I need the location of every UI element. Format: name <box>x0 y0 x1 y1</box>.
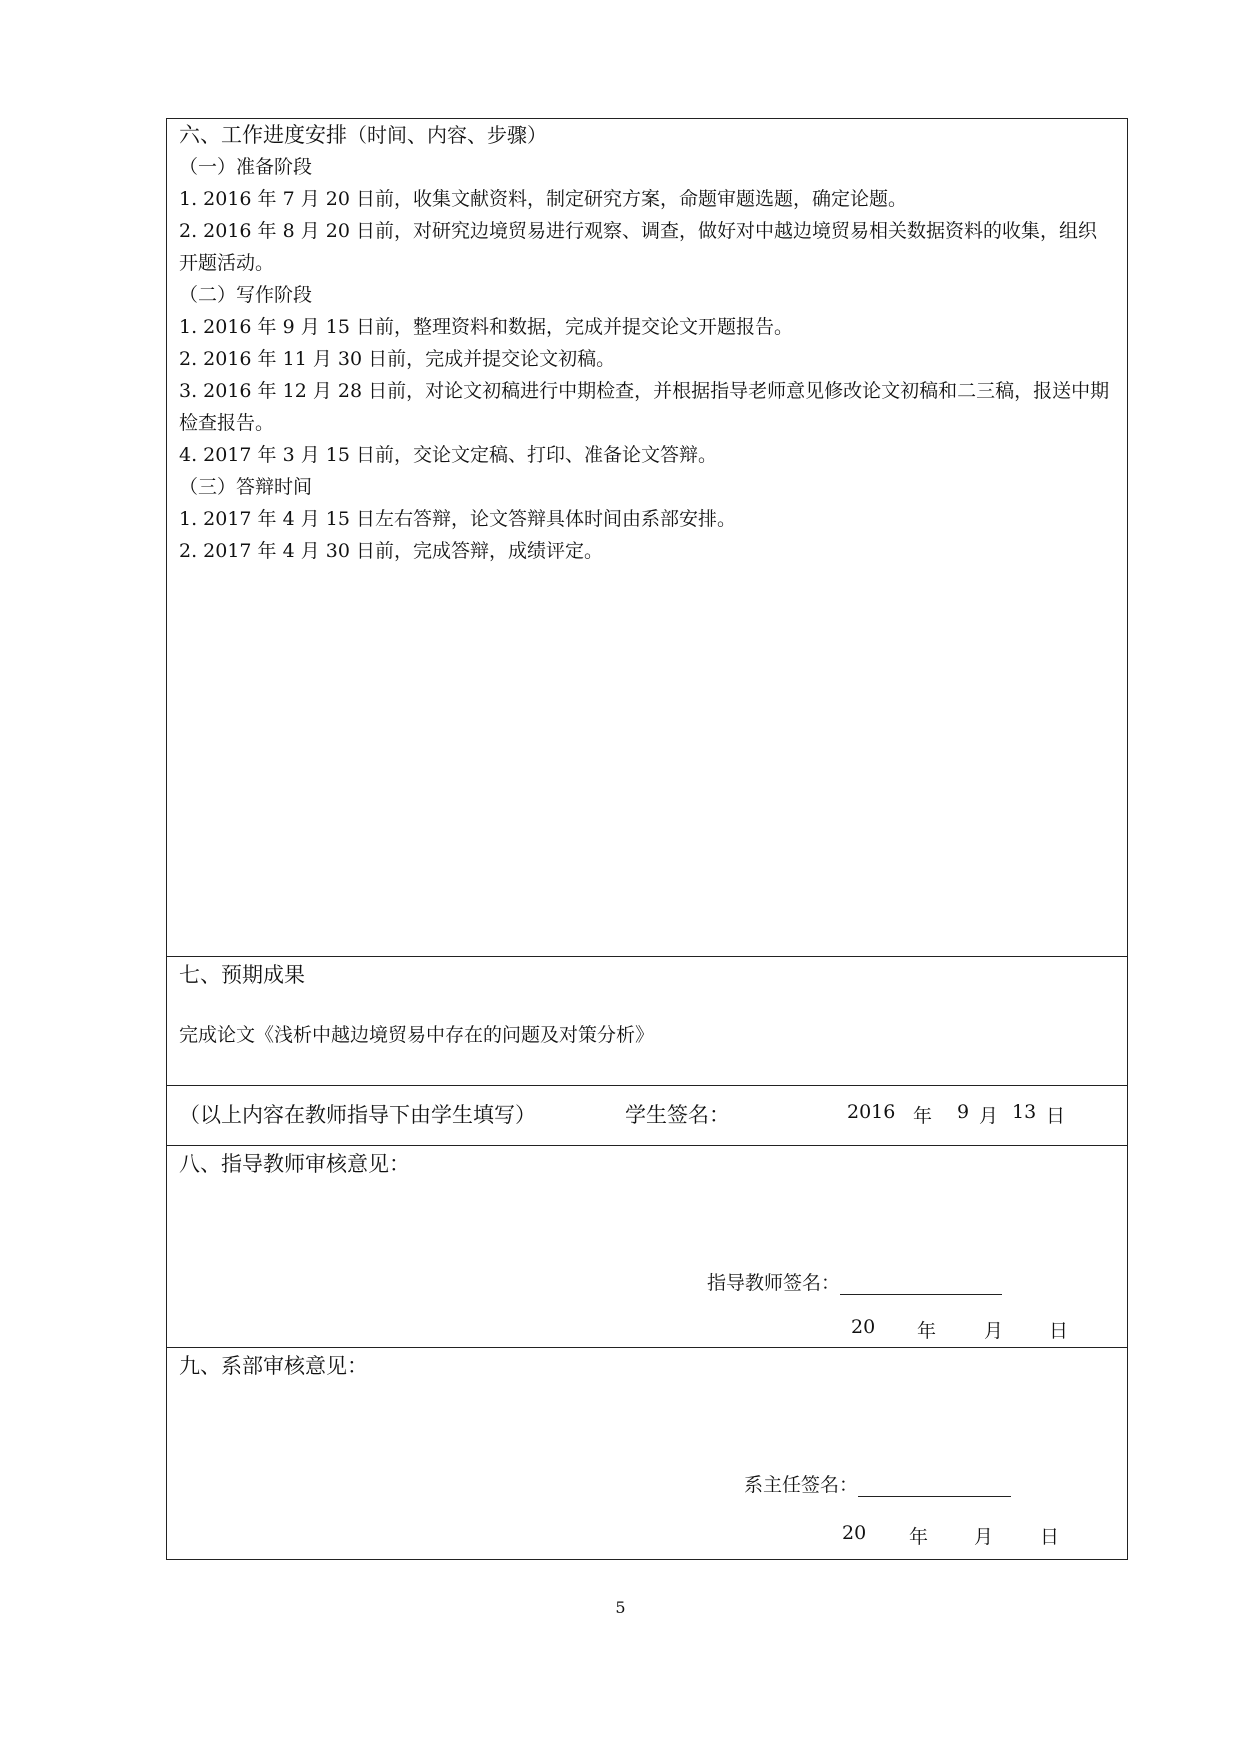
advisor-signature-line <box>840 1272 1002 1295</box>
section-6-title-note: （时间、内容、步骤） <box>347 123 547 147</box>
advisor-sign-label: 指导教师签名： <box>707 1272 841 1294</box>
student-sign-month: 9 <box>957 1101 970 1123</box>
stage-2-item-4: 4. 2017 年 3 月 15 日前，交论文定稿、打印、准备论文答辩。 <box>179 444 717 466</box>
advisor-sign-field <box>707 1268 1002 1295</box>
student-fill-note: （以上内容在教师指导下由学生填写） <box>179 1103 536 1127</box>
stage-2-item-2: 2. 2016 年 11 月 30 日前，完成并提交论文初稿。 <box>179 348 616 370</box>
department-head-signature-line <box>858 1474 1011 1497</box>
department-head-sign-field <box>744 1470 1011 1497</box>
section-7-content: 完成论文《浅析中越边境贸易中存在的问题及对策分析》 <box>179 1024 655 1046</box>
department-sign-month-unit: 月 <box>974 1526 994 1548</box>
student-sign-month-unit: 月 <box>979 1105 999 1127</box>
stage-2-item-1: 1. 2016 年 9 月 15 日前，整理资料和数据，完成并提交论文开题报告。 <box>179 316 793 338</box>
student-sign-day: 13 <box>1012 1101 1037 1123</box>
department-sign-year-unit: 年 <box>909 1526 929 1548</box>
stage-3-item-1: 1. 2017 年 4 月 15 日左右答辩，论文答辩具体时间由系部安排。 <box>179 508 736 530</box>
section-6-work-schedule <box>167 119 1127 956</box>
stage-1-heading: （一）准备阶段 <box>179 156 313 178</box>
student-sign-label: 学生签名： <box>625 1103 730 1127</box>
section-8-title: 八、指导教师审核意见： <box>179 1152 410 1176</box>
review-form-table <box>166 118 1128 1560</box>
student-sign-year: 2016 <box>847 1101 896 1123</box>
advisor-sign-year-unit: 年 <box>917 1320 937 1342</box>
advisor-sign-month-unit: 月 <box>984 1320 1004 1342</box>
stage-1-item-1: 1. 2016 年 7 月 20 日前，收集文献资料，制定研究方案，命题审题选题，确定论题。 <box>179 188 907 210</box>
section-9-department-review <box>167 1347 1127 1562</box>
page-number: 5 <box>615 1598 626 1617</box>
stage-3-heading: （三）答辩时间 <box>179 476 313 498</box>
stage-3-item-2: 2. 2017 年 4 月 30 日前，完成答辩，成绩评定。 <box>179 540 603 562</box>
department-sign-year-prefix: 20 <box>842 1522 867 1544</box>
department-sign-day-unit: 日 <box>1040 1526 1060 1548</box>
department-head-sign-label: 系主任签名： <box>744 1474 859 1496</box>
section-9-title: 九、系部审核意见： <box>179 1354 368 1378</box>
advisor-sign-day-unit: 日 <box>1049 1320 1069 1342</box>
stage-1-item-2: 2. 2016 年 8 月 20 日前，对研究边境贸易进行观察、调查，做好对中越边境贸易相关数据资料的收集，组织开题活动。 <box>179 220 1097 274</box>
stage-2-item-3: 3. 2016 年 12 月 28 日前，对论文初稿进行中期检查，并根据指导老师意见修改论文初稿和二三稿，报送中期检查报告。 <box>179 380 1110 434</box>
section-8-advisor-review <box>167 1145 1127 1348</box>
stage-2-heading: （二）写作阶段 <box>179 284 313 306</box>
student-sign-day-unit: 日 <box>1046 1105 1066 1127</box>
advisor-sign-year-prefix: 20 <box>851 1316 876 1338</box>
section-7-expected-results <box>167 956 1127 1086</box>
section-7-title: 七、预期成果 <box>179 963 305 987</box>
section-6-title: 六、工作进度安排 <box>179 123 347 147</box>
student-signature-row <box>167 1085 1127 1146</box>
student-sign-year-unit: 年 <box>913 1105 933 1127</box>
